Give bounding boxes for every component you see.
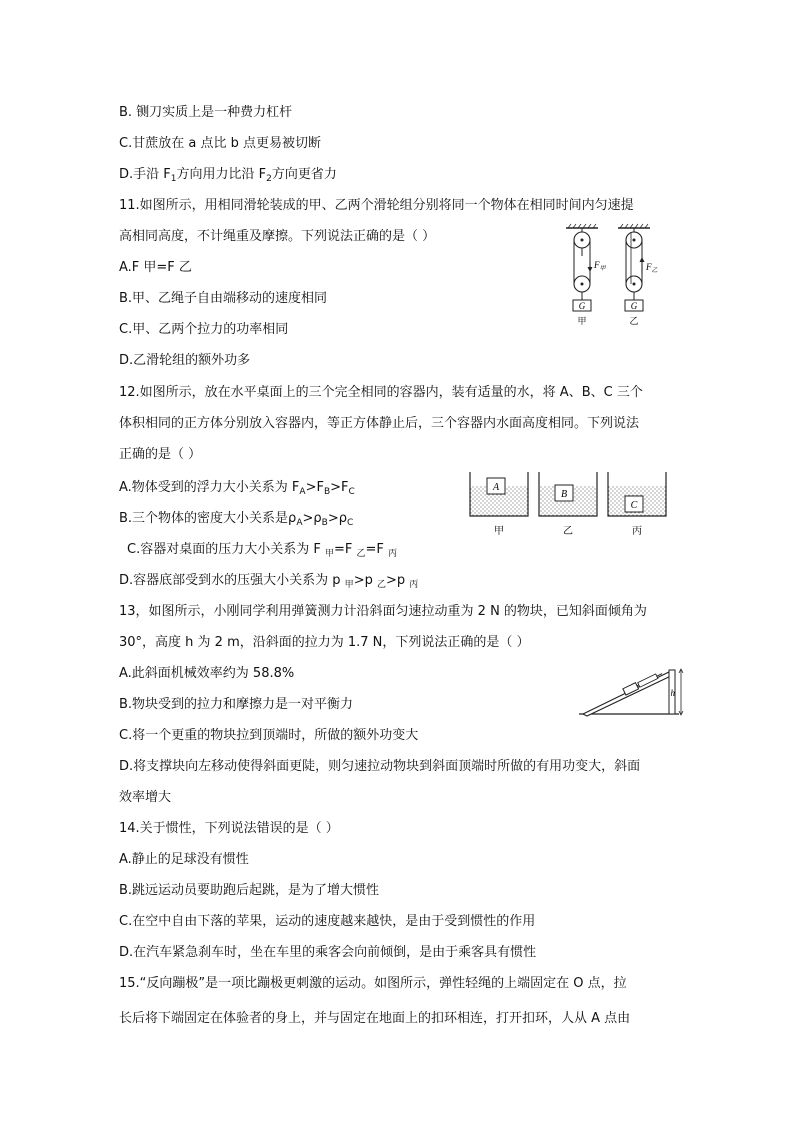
caption-bing: 丙 bbox=[632, 526, 642, 537]
q12-option-c: C.容器对桌面的压力大小关系为 F $_甲$=F $_乙$=F $_丙$ bbox=[127, 542, 398, 559]
q10-option-d: D.手沿 $F_1$方向用力比沿 $F_2$方向更省力 bbox=[119, 167, 337, 184]
caption-jia: 甲 bbox=[494, 526, 504, 537]
q11-option-a: A.F 甲=F 乙 bbox=[119, 260, 192, 275]
force-label-right: $F_乙$ bbox=[646, 262, 658, 274]
height-label: h bbox=[670, 688, 675, 698]
caption-jia: 甲 bbox=[577, 316, 587, 326]
weight-label-right: G bbox=[630, 301, 638, 311]
q10-option-b: B. 铡刀实质上是一种费力杠杆 bbox=[119, 105, 293, 120]
q15-stem-line1: 15.“反向蹦极”是一项比蹦极更刺激的运动。如图所示，弹性轻绳的上端固定在 O 点，拉 bbox=[119, 976, 627, 991]
q11-option-b: B.甲、乙绳子自由端移动的速度相同 bbox=[119, 291, 328, 306]
q12-stem-line1: 12.如图所示，放在水平桌面上的三个完全相同的容器内，装有适量的水，将 A、B、C 三个 bbox=[119, 385, 643, 400]
q13-option-c: C.将一个更重的物块拉到顶端时，所做的额外功变大 bbox=[119, 728, 419, 743]
container-jia bbox=[470, 472, 528, 537]
q14-option-a: A.静止的足球没有惯性 bbox=[119, 852, 249, 867]
q11-option-d: D.乙滑轮组的额外功多 bbox=[119, 353, 251, 368]
q12-option-d: D.容器底部受到水的压强大小关系为 p $_甲$>p $_乙$>p $_丙$ bbox=[119, 573, 419, 590]
block-c-label: C bbox=[630, 500, 638, 511]
q12-containers-figure bbox=[466, 468, 676, 540]
container-bing bbox=[608, 472, 666, 537]
pulley-system-jia bbox=[566, 224, 607, 326]
q14-option-c: C.在空中自由下落的苹果，运动的速度越来越快，是由于受到惯性的作用 bbox=[119, 914, 536, 929]
block-b-label: B bbox=[560, 489, 568, 500]
caption-yi: 乙 bbox=[629, 316, 639, 326]
q13-option-d-line1: D.将支撑块向左移动使得斜面更陡，则匀速拉动物块到斜面顶端时所做的有用功变大，斜面 bbox=[119, 759, 641, 774]
q11-stem-line1: 11.如图所示，用相同滑轮装成的甲、乙两个滑轮组分别将同一个物体在相同时间内匀速提 bbox=[119, 198, 634, 213]
q11-option-c: C.甲、乙两个拉力的功率相同 bbox=[119, 322, 289, 337]
q12-option-b: B.三个物体的密度大小关系是$\rho_A>\rho_B>\rho_C$ bbox=[119, 511, 354, 528]
block-a-label: A bbox=[492, 482, 500, 493]
q12-option-a: A.物体受到的浮力大小关系为 $F_A>F_B>F_C$ bbox=[119, 480, 355, 497]
q14-option-b: B.跳远运动员要助跑后起跳，是为了增大惯性 bbox=[119, 883, 380, 898]
q10-option-c: C.甘蔗放在 a 点比 b 点更易被切断 bbox=[119, 136, 321, 151]
q13-incline-figure bbox=[575, 660, 685, 720]
q13-stem-line2: 30°，高度 h 为 2 m，沿斜面的拉力为 1.7 N，下列说法正确的是（ ） bbox=[119, 635, 530, 650]
q15-stem-line2: 长后将下端固定在体验者的身上，并与固定在地面上的扣环相连，打开扣环，人从 A 点由 bbox=[119, 1011, 631, 1026]
q11-stem-line2: 高相同高度，不计绳重及摩擦。下列说法正确的是（ ） bbox=[119, 229, 436, 244]
pulley-system-yi bbox=[618, 224, 658, 326]
q12-stem-line2: 体积相同的正方体分别放入容器内，等正方体静止后，三个容器内水面高度相同。下列说法 bbox=[119, 416, 640, 431]
q11-pulley-figure bbox=[560, 222, 670, 332]
weight-label-left: G bbox=[578, 301, 586, 311]
q12-stem-line3: 正确的是（ ） bbox=[119, 447, 202, 462]
q13-option-b: B.物块受到的拉力和摩擦力是一对平衡力 bbox=[119, 697, 354, 712]
q13-option-d-line2: 效率增大 bbox=[119, 790, 172, 805]
caption-yi: 乙 bbox=[563, 526, 573, 537]
q14-option-d: D.在汽车紧急刹车时，坐在车里的乘客会向前倾倒，是由于乘客具有惯性 bbox=[119, 945, 537, 960]
q13-option-a: A.此斜面机械效率约为 58.8% bbox=[119, 666, 295, 681]
force-label-left: $F_甲$ bbox=[594, 260, 606, 272]
q14-stem: 14.关于惯性，下列说法错误的是（ ） bbox=[119, 821, 339, 836]
q13-stem-line1: 13，如图所示，小刚同学利用弹簧测力计沿斜面匀速拉动重为 2 N 的物块，已知斜面倾角为 bbox=[119, 604, 647, 619]
container-yi bbox=[539, 472, 597, 537]
